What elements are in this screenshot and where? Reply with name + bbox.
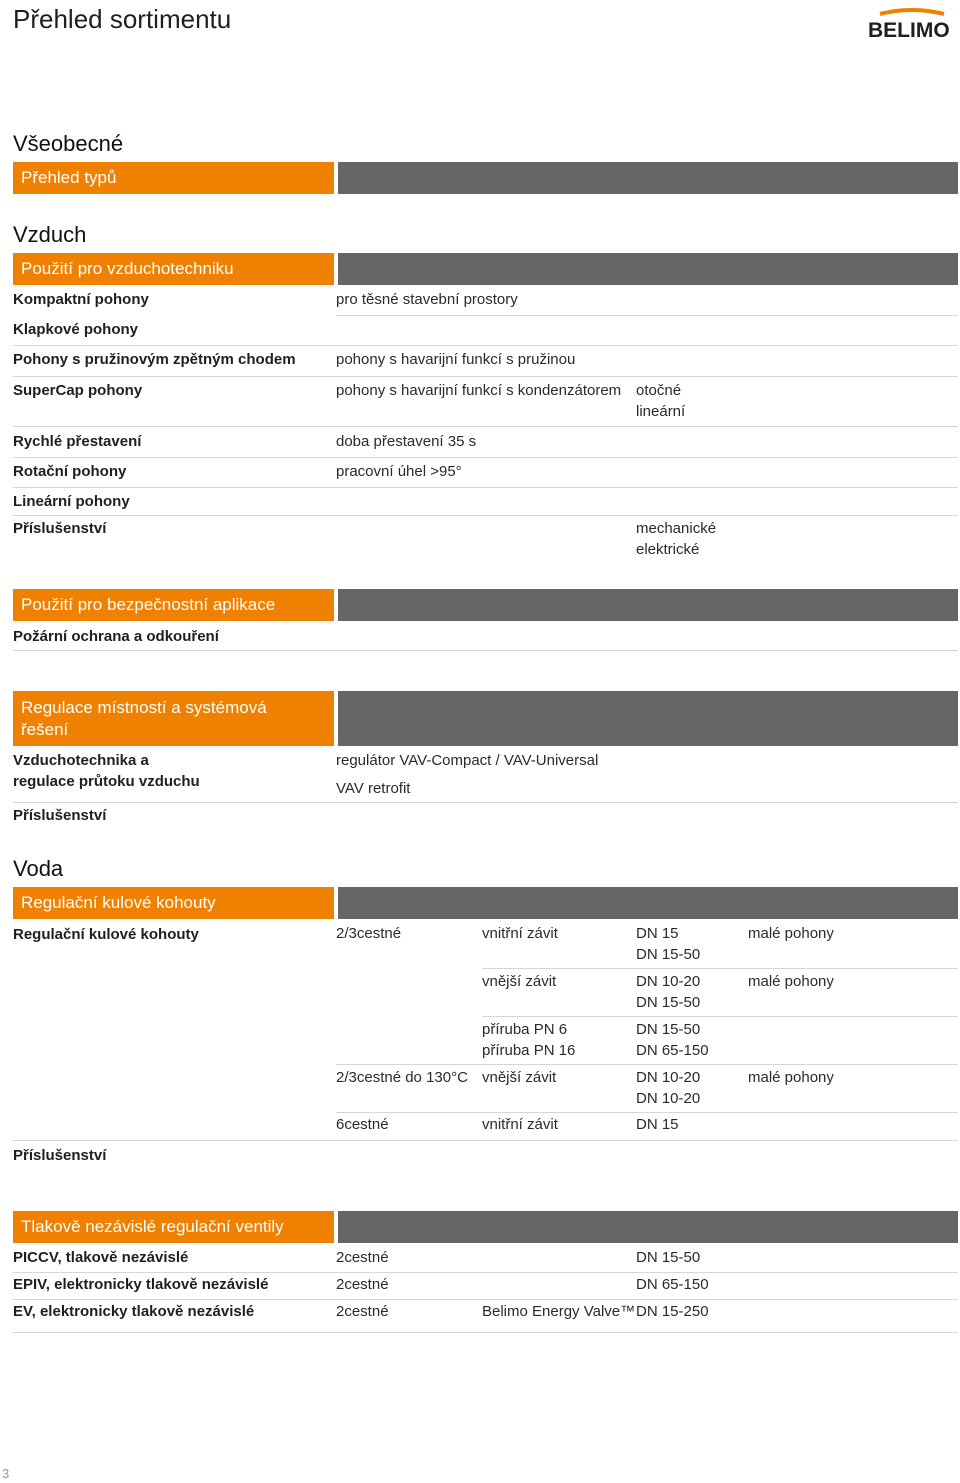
divider <box>482 1016 958 1017</box>
belimo-logo <box>866 8 958 40</box>
valve-type-6way: 6cestné <box>336 1116 389 1133</box>
divider <box>336 1112 958 1113</box>
bar-room-control-line1: Regulace místností a systémová <box>21 698 267 717</box>
divider <box>13 345 958 346</box>
grey-bar <box>338 589 958 621</box>
valve-conn-external: vnější závit <box>482 973 557 990</box>
row-desc-fast: doba přestavení 35 s <box>336 433 477 450</box>
row-product-energy-valve: Belimo Energy Valve™ <box>482 1303 636 1320</box>
valve-type-23: 2/3cestné <box>336 925 402 942</box>
valve-dn: DN 15-50 <box>636 946 701 963</box>
row-label-accessories: Příslušenství <box>13 520 107 537</box>
divider <box>13 802 958 803</box>
divider <box>13 1332 958 1333</box>
valve-actuator: malé pohony <box>748 973 834 990</box>
grey-bar <box>338 253 958 285</box>
row-label-supercap: SuperCap pohony <box>13 382 143 399</box>
grey-bar <box>338 887 958 919</box>
grey-bar <box>338 691 958 746</box>
page-title: Přehled sortimentu <box>13 4 232 34</box>
divider <box>13 1140 958 1141</box>
divider <box>13 426 958 427</box>
bar-type-overview: Přehled typů <box>13 162 334 194</box>
row-dn: DN 65-150 <box>636 1276 709 1293</box>
divider <box>336 315 958 316</box>
bar-ball-valves: Regulační kulové kohouty <box>13 887 334 919</box>
grey-bar <box>338 1211 958 1243</box>
valve-dn: DN 15-50 <box>636 994 701 1011</box>
divider <box>336 1064 958 1065</box>
row-desc-supercap: pohony s havarijní funkcí s kondenzátorem <box>336 382 622 399</box>
valve-dn: DN 10-20 <box>636 1090 701 1107</box>
row-extra-electrical: elektrické <box>636 541 700 558</box>
divider <box>13 376 958 377</box>
row-label-epiv: EPIV, elektronicky tlakově nezávislé <box>13 1276 269 1293</box>
row-type: 2cestné <box>336 1249 389 1266</box>
valve-conn-internal: vnitřní závit <box>482 1116 558 1133</box>
divider <box>13 1272 958 1273</box>
section-heading-water: Voda <box>13 856 64 881</box>
row-label-linear: Lineární pohony <box>13 493 130 510</box>
row-type: 2cestné <box>336 1276 389 1293</box>
bar-safety-use: Použití pro bezpečnostní aplikace <box>13 589 334 621</box>
row-label-room-accessories: Příslušenství <box>13 807 107 824</box>
row-label-ev: EV, elektronicky tlakově nezávislé <box>13 1303 255 1320</box>
valve-dn: DN 15-50 <box>636 1021 701 1038</box>
row-desc-spring: pohony s havarijní funkcí s pružinou <box>336 351 576 368</box>
row-desc-rotary: pracovní úhel >95° <box>336 463 462 480</box>
valve-actuator: malé pohony <box>748 1069 834 1086</box>
valve-dn: DN 15 <box>636 1116 679 1133</box>
row-label-compact: Kompaktní pohony <box>13 291 149 308</box>
row-label-damper: Klapkové pohony <box>13 321 139 338</box>
row-label-rotary: Rotační pohony <box>13 463 127 480</box>
valve-dn: DN 65-150 <box>636 1042 709 1059</box>
row-label-ball-valves: Regulační kulové kohouty <box>13 926 199 943</box>
divider <box>13 487 958 488</box>
valve-type-23-130c: 2/3cestné do 130°C <box>336 1069 468 1086</box>
bar-pressure-independent: Tlakově nezávislé regulační ventily <box>13 1211 334 1243</box>
row-desc-compact: pro těsné stavební prostory <box>336 291 518 308</box>
row-label-spring: Pohony s pružinovým zpětným chodem <box>13 351 296 368</box>
row-label-hvac-flow-1: Vzduchotechnika a <box>13 752 149 769</box>
row-extra-rotary: otočné <box>636 382 682 399</box>
bar-hvac-use: Použití pro vzduchotechniku <box>13 253 334 285</box>
section-heading-general: Všeobecné <box>13 131 124 156</box>
divider <box>13 515 958 516</box>
divider <box>13 1299 958 1300</box>
row-label-fast: Rychlé přestavení <box>13 433 142 450</box>
valve-conn-internal: vnitřní závit <box>482 925 558 942</box>
brand-wordmark: BELIMO <box>868 19 950 40</box>
bar-room-control <box>13 691 334 746</box>
valve-dn: DN 15 <box>636 925 679 942</box>
page-number: 3 <box>2 1466 10 1481</box>
row-dn: DN 15-250 <box>636 1303 709 1320</box>
divider <box>13 650 958 651</box>
row-dn: DN 15-50 <box>636 1249 701 1266</box>
row-desc-vav-compact: regulátor VAV-Compact / VAV-Universal <box>336 752 599 769</box>
row-label-piccv: PICCV, tlakově nezávislé <box>13 1249 189 1266</box>
valve-dn: DN 10-20 <box>636 1069 701 1086</box>
row-label-hvac-flow-2: regulace průtoku vzduchu <box>13 773 200 790</box>
divider <box>13 457 958 458</box>
valve-conn-external: vnější závit <box>482 1069 557 1086</box>
section-heading-air: Vzduch <box>13 222 87 247</box>
row-label-water-accessories: Příslušenství <box>13 1147 107 1164</box>
valve-actuator: malé pohony <box>748 925 834 942</box>
grey-bar <box>338 162 958 194</box>
row-desc-vav-retrofit: VAV retrofit <box>336 780 411 797</box>
row-label-fire: Požární ochrana a odkouření <box>13 628 219 645</box>
valve-dn: DN 10-20 <box>636 973 701 990</box>
row-type: 2cestné <box>336 1303 389 1320</box>
row-extra-linear: lineární <box>636 403 686 420</box>
divider <box>482 968 958 969</box>
valve-conn-flange-pn16: příruba PN 16 <box>482 1042 576 1059</box>
valve-conn-flange-pn6: příruba PN 6 <box>482 1021 568 1038</box>
bar-room-control-line2: řešení <box>21 720 69 739</box>
row-extra-mechanical: mechanické <box>636 520 717 537</box>
